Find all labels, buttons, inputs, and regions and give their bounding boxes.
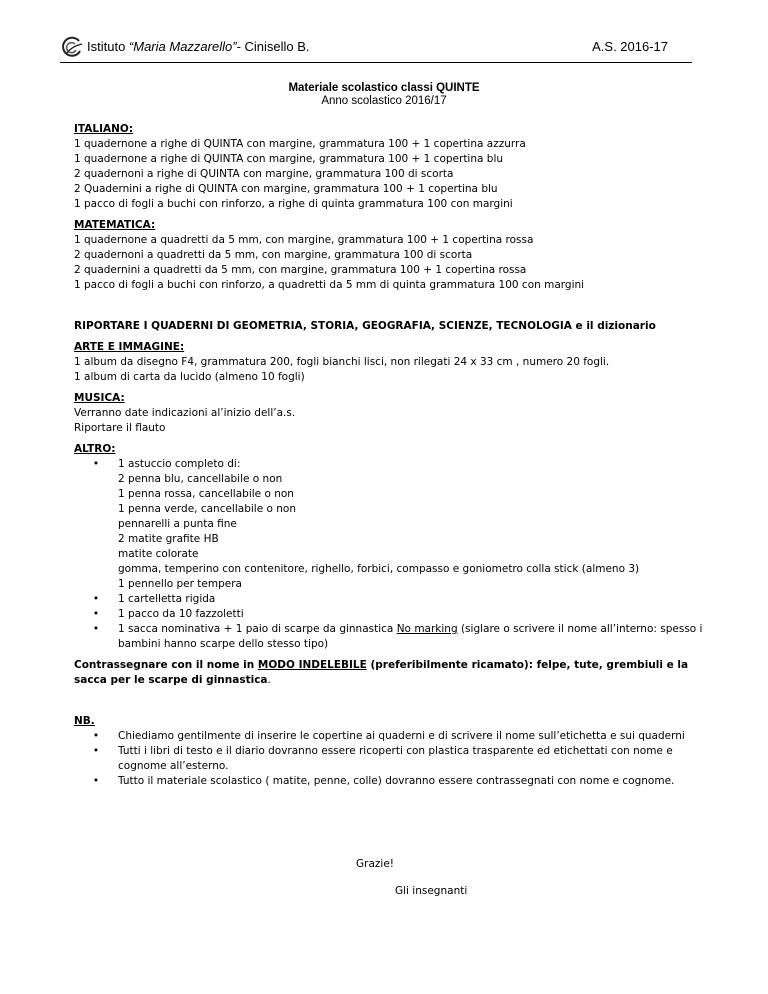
- list-item: • Tutti i libri di testo e il diario dovranno essere ricoperti con plastica trasparente ed etichettati con nome e cognome all’esterno.: [74, 744, 714, 774]
- list-item: • Chiediamo gentilmente di inserire le copertine ai quaderni e di scrivere il nome sull’etichetta e sui quaderni: [74, 729, 714, 744]
- list-item: 1 quadernone a righe di QUINTA con margine, grammatura 100 + 1 copertina blu: [74, 153, 504, 165]
- list-item: • 1 cartelletta rigida: [74, 592, 714, 607]
- section-italiano: [74, 122, 714, 212]
- section-heading: ALTRO:: [74, 443, 116, 455]
- riportare-note: RIPORTARE I QUADERNI DI GEOMETRIA, STORIA, GEOGRAFIA, SCIENZE, TECNOLOGIA e il dizionario: [74, 320, 656, 332]
- closing-signature: Gli insegnanti: [395, 885, 468, 897]
- list-item: 1 quadernone a righe di QUINTA con margine, grammatura 100 + 1 copertina azzurra: [74, 138, 526, 150]
- sub-item: 1 pennello per tempera: [118, 578, 242, 590]
- bullet-icon: •: [92, 458, 100, 470]
- bullet-icon: •: [92, 608, 100, 620]
- school-logo-icon: [60, 36, 84, 58]
- closing-thanks: Grazie!: [356, 858, 394, 870]
- sub-item: 2 penna blu, cancellabile o non: [118, 473, 283, 485]
- list-item: • Tutto il materiale scolastico ( matite, penne, colle) dovranno essere contrassegnati con nome e cognome.: [74, 774, 714, 789]
- list-item: 1 quadernone a quadretti da 5 mm, con margine, grammatura 100 + 1 copertina rossa: [74, 234, 534, 246]
- section-nb: [74, 714, 714, 789]
- list-item: • 1 pacco da 10 fazzoletti: [74, 607, 714, 622]
- bullet-icon: •: [92, 730, 100, 742]
- list-item: 1 album da disegno F4, grammatura 200, fogli bianchi lisci, non rilegati 24 x 33 cm , numero 20 fogli.: [74, 356, 610, 368]
- list-item: 2 quadernoni a righe di QUINTA con margine, grammatura 100 di scorta: [74, 168, 454, 180]
- section-heading: NB.: [74, 715, 95, 727]
- section-arte: [74, 340, 714, 385]
- bullet-icon: •: [92, 593, 100, 605]
- document-body: [74, 122, 714, 789]
- school-year: A.S. 2016-17: [592, 39, 668, 54]
- section-heading: MUSICA:: [74, 392, 125, 404]
- list-item: • 1 sacca nominativa + 1 paio di scarpe da ginnastica No marking (siglare o scrivere il nome all’interno: spesso i bambini hanno scarpe dello stesso tipo): [74, 622, 714, 652]
- section-heading: MATEMATICA:: [74, 219, 156, 231]
- list-item: 1 pacco di fogli a buchi con rinforzo, a quadretti da 5 mm di quinta grammatura 100 con margini: [74, 279, 585, 291]
- list-item: 2 quadernoni a quadretti da 5 mm, con margine, grammatura 100 di scorta: [74, 249, 473, 261]
- list-item: 2 quadernini a quadretti da 5 mm, con margine, grammatura 100 + 1 copertina rossa: [74, 264, 527, 276]
- sub-item: 1 penna verde, cancellabile o non: [118, 503, 296, 515]
- sub-item: gomma, temperino con contenitore, righello, forbici, compasso e goniometro colla stick (almeno 3): [118, 563, 640, 575]
- bullet-icon: •: [92, 623, 100, 635]
- list-item: 1 pacco di fogli a buchi con rinforzo, a righe di quinta grammatura 100 con margini: [74, 198, 513, 210]
- list-item: Verranno date indicazioni al’inizio dell’a.s.: [74, 407, 296, 419]
- list-item: Riportare il flauto: [74, 422, 166, 434]
- section-matematica: [74, 218, 714, 293]
- section-heading: ARTE E IMMAGINE:: [74, 341, 185, 353]
- document-subtitle: Anno scolastico 2016/17: [321, 95, 447, 107]
- contrassegnare-note: Contrassegnare con il nome in MODO INDELEBILE (preferibilmente ricamato): felpe, tute, grembiuli e la sacca per le scarpe di ginnastica.: [74, 659, 689, 686]
- bullet-icon: •: [92, 775, 100, 787]
- sub-item: 2 matite grafite HB: [118, 533, 219, 545]
- page-header: [60, 36, 692, 63]
- school-name: Istituto “Maria Mazzarello”- Cinisello B.: [87, 39, 310, 54]
- document-title: Materiale scolastico classi QUINTE: [288, 82, 480, 94]
- list-item: • 1 astuccio completo di: 2 penna blu, cancellabile o non 1 penna rossa, cancellabile o non 1 penna verde, cancellabile o non pennarelli a punta fine 2 matite grafite HB matite colorate gomma, temperino con contenitore, righello, forbici, compasso e goniometro colla stick (almeno 3) 1 pennello per tempera: [74, 457, 714, 592]
- sub-item: 1 penna rossa, cancellabile o non: [118, 488, 294, 500]
- section-heading: ITALIANO:: [74, 123, 134, 135]
- sub-item: pennarelli a punta fine: [118, 518, 237, 530]
- list-item: 2 Quadernini a righe di QUINTA con margine, grammatura 100 + 1 copertina blu: [74, 183, 498, 195]
- section-altro: [74, 442, 714, 652]
- section-musica: [74, 391, 714, 436]
- bullet-icon: •: [92, 745, 100, 757]
- sub-item: matite colorate: [118, 548, 199, 560]
- list-item: 1 album di carta da lucido (almeno 10 fogli): [74, 371, 305, 383]
